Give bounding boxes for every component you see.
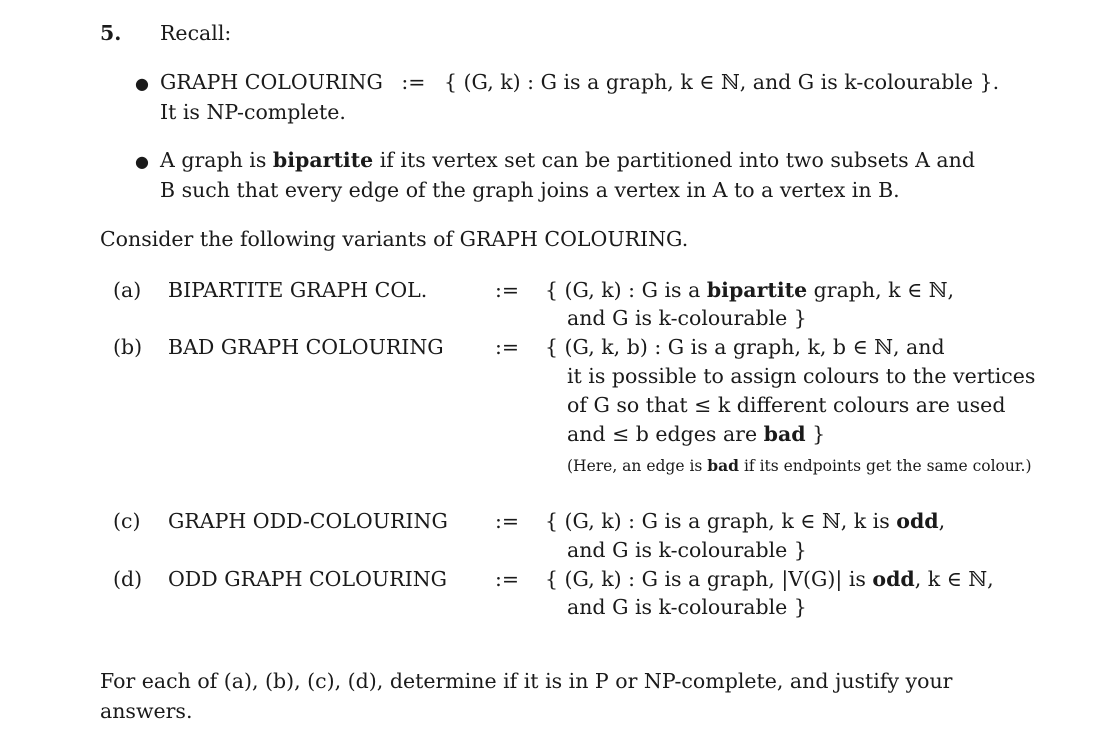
variant-b-note: (Here, an edge is bad if its endpoints get the same colour.)	[567, 456, 1032, 475]
variant-b-name: BAD GRAPH COLOURING	[168, 335, 444, 359]
variant-c-defeq: :=	[495, 509, 520, 533]
variant-d-label: (d)	[113, 567, 143, 591]
variant-a-name: BIPARTITE GRAPH COL.	[168, 278, 428, 302]
variant-a-line2: and G is k-colourable }	[567, 306, 807, 330]
variant-a-label: (a)	[113, 278, 142, 302]
variant-a-line1: { (G, k) : G is a bipartite graph, k ∈ ℕ,	[545, 278, 955, 302]
bad-bold: bad	[763, 422, 806, 446]
bullet-dot-icon: ●	[135, 152, 149, 171]
variant-c-line1: { (G, k) : G is a graph, k ∈ ℕ, k is odd,	[545, 509, 946, 533]
bullet1-line1	[160, 72, 999, 93]
graph-colouring-definition: { (G, k) : G is a graph, k ∈ ℕ, and G is k-colourable }.	[444, 70, 1000, 94]
bullet1-line2: It is NP-complete.	[160, 100, 346, 124]
variant-d-defeq: :=	[495, 567, 520, 591]
defeq-symbol: :=	[401, 70, 426, 94]
bullet-dot-icon: ●	[135, 74, 149, 93]
variant-b-line2: it is possible to assign colours to the vertices	[567, 364, 1036, 388]
variant-d-line1: { (G, k) : G is a graph, |V(G)| is odd, k ∈ ℕ,	[545, 567, 994, 591]
bipartite-term: bipartite	[272, 148, 374, 172]
bipartite-def-post: if its vertex set can be partitioned into two subsets A and	[373, 148, 975, 172]
variant-c-label: (c)	[113, 509, 141, 533]
variant-d-name: ODD GRAPH COLOURING	[168, 567, 448, 591]
variant-b-defeq: :=	[495, 335, 520, 359]
closing-line2: answers.	[100, 699, 193, 723]
problem-number: 5.	[100, 21, 122, 45]
variant-d-line2: and G is k-colourable }	[567, 595, 807, 619]
variant-b-line4: and ≤ b edges are bad }	[567, 422, 826, 446]
variant-c-name: GRAPH ODD-COLOURING	[168, 509, 448, 533]
variant-b-line1: { (G, k, b) : G is a graph, k, b ∈ ℕ, and	[545, 335, 945, 359]
bad-note-bold: bad	[707, 456, 740, 475]
graph-colouring-name: GRAPH COLOURING	[160, 70, 383, 94]
variant-b-label: (b)	[113, 335, 143, 359]
bullet2-line1	[160, 150, 975, 171]
variant-a-defeq: :=	[495, 278, 520, 302]
variant-b-line3: of G so that ≤ k different colours are used	[567, 393, 1006, 417]
odd-vertices-bold: odd	[872, 567, 915, 591]
bullet2-line2: B such that every edge of the graph joins a vertex in A to a vertex in B.	[160, 178, 900, 202]
consider-sentence: Consider the following variants of GRAPH COLOURING.	[100, 227, 689, 251]
bipartite-bold: bipartite	[706, 278, 808, 302]
closing-line1: For each of (a), (b), (c), (d), determine if it is in P or NP-complete, and justify your	[100, 669, 953, 693]
variant-c-line2: and G is k-colourable }	[567, 538, 807, 562]
recall-heading: Recall:	[160, 21, 232, 45]
bipartite-def-pre: A graph is	[160, 148, 273, 172]
odd-bold: odd	[896, 509, 939, 533]
